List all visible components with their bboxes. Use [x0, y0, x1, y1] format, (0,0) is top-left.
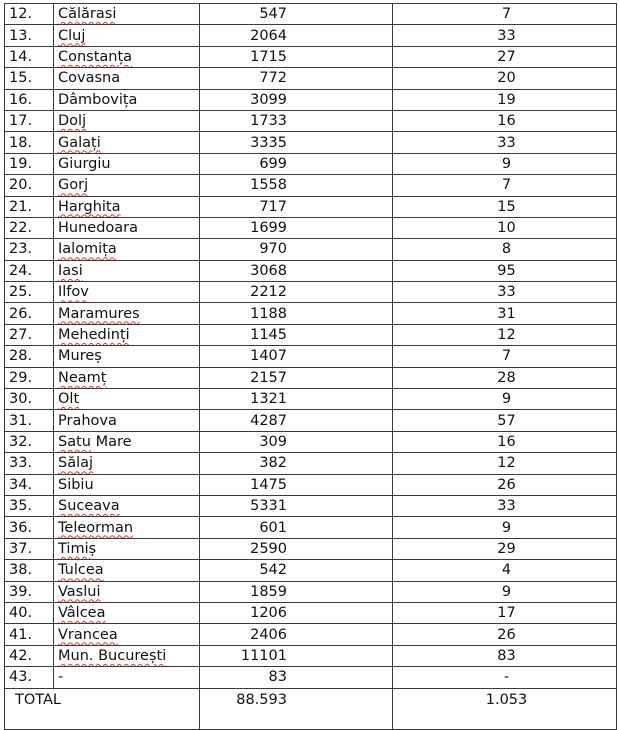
county-name-text: Ialomița	[58, 241, 117, 258]
county-name-cell	[54, 346, 200, 367]
value2-cell: 4	[393, 560, 617, 581]
table-row	[5, 667, 617, 688]
value2-cell: 17	[393, 602, 617, 623]
county-name-cell	[54, 260, 200, 281]
value2-cell: 83	[393, 645, 617, 666]
county-name-cell	[54, 132, 200, 153]
table-row	[5, 538, 617, 559]
total-value2: 1.053	[393, 688, 617, 729]
total-value1: 88.593	[200, 688, 393, 729]
county-name-text: Mureș	[58, 348, 102, 365]
row-number-cell: 43.	[5, 667, 54, 688]
county-name-cell	[54, 538, 200, 559]
value1-cell: 11101	[200, 645, 393, 666]
value1-cell: 2157	[200, 367, 393, 388]
county-name-cell	[54, 624, 200, 645]
row-number-cell: 25.	[5, 282, 54, 303]
value1-cell: 970	[200, 239, 393, 260]
county-name-cell	[54, 196, 200, 217]
value2-cell: 33	[393, 282, 617, 303]
value2-cell: 9	[393, 153, 617, 174]
value2-cell: 16	[393, 110, 617, 131]
county-data-table	[4, 3, 617, 730]
value2-cell: 9	[393, 581, 617, 602]
table-row	[5, 645, 617, 666]
value2-cell: 7	[393, 346, 617, 367]
value2-cell: 10	[393, 217, 617, 238]
value1-cell: 601	[200, 517, 393, 538]
table-row	[5, 495, 617, 516]
county-name-cell	[54, 560, 200, 581]
county-name-text: Maramures	[58, 305, 140, 322]
table-row	[5, 367, 617, 388]
county-name-text: Călărasi	[58, 6, 117, 23]
value1-cell: 1859	[200, 581, 393, 602]
county-name-cell	[54, 68, 200, 89]
county-name-text: Covasna	[58, 70, 121, 87]
value2-cell: 95	[393, 260, 617, 281]
county-name-text: Prahova	[58, 412, 117, 429]
value1-cell: 382	[200, 453, 393, 474]
table-row	[5, 175, 617, 196]
value1-cell: 717	[200, 196, 393, 217]
row-number-cell: 42.	[5, 645, 54, 666]
county-name-cell	[54, 25, 200, 46]
county-name-cell	[54, 4, 200, 25]
row-number-cell: 32.	[5, 431, 54, 452]
county-name-text: Suceava	[58, 498, 120, 515]
county-name-text: Mehedinți	[58, 327, 130, 344]
value1-cell: 547	[200, 4, 393, 25]
county-name-cell	[54, 667, 200, 688]
row-number-cell: 28.	[5, 346, 54, 367]
value2-cell: 57	[393, 410, 617, 431]
county-name-part: Mare	[90, 434, 132, 450]
table-row	[5, 453, 617, 474]
county-name-cell	[54, 645, 200, 666]
county-name-text: Sibiu	[58, 476, 94, 493]
county-name-text: Giurgiu	[58, 155, 111, 172]
county-name-text: Dâmbovița	[58, 91, 138, 108]
row-number-cell: 39.	[5, 581, 54, 602]
value2-cell: 28	[393, 367, 617, 388]
table-row	[5, 217, 617, 238]
county-name-text: Sălaj	[58, 455, 94, 472]
table-row	[5, 474, 617, 495]
value1-cell: 772	[200, 68, 393, 89]
county-name-text: Timiș	[58, 540, 97, 557]
county-name-text: Gorj	[58, 177, 89, 194]
value1-cell: 1558	[200, 175, 393, 196]
county-name-cell	[54, 282, 200, 303]
value1-cell: 699	[200, 153, 393, 174]
county-name-text: Harghita	[58, 198, 121, 215]
county-name-text: Dolj	[58, 113, 87, 130]
row-number-cell: 41.	[5, 624, 54, 645]
row-number-cell: 27.	[5, 324, 54, 345]
table-row	[5, 624, 617, 645]
county-name-cell	[54, 110, 200, 131]
county-name-cell	[54, 89, 200, 110]
table-body	[5, 4, 617, 730]
row-number-cell: 29.	[5, 367, 54, 388]
table-row	[5, 110, 617, 131]
row-number-cell: 15.	[5, 68, 54, 89]
value1-cell: 309	[200, 431, 393, 452]
value1-cell: 1715	[200, 46, 393, 67]
row-number-cell: 16.	[5, 89, 54, 110]
row-number-cell: 37.	[5, 538, 54, 559]
value2-cell: 8	[393, 239, 617, 260]
county-name-cell	[54, 602, 200, 623]
value1-cell: 542	[200, 560, 393, 581]
table-row	[5, 46, 617, 67]
value2-cell: 16	[393, 431, 617, 452]
county-name-text: Teleorman	[58, 519, 134, 536]
table-row	[5, 324, 617, 345]
county-name-cell	[54, 495, 200, 516]
value1-cell: 1206	[200, 602, 393, 623]
value1-cell: 3335	[200, 132, 393, 153]
table-row	[5, 282, 617, 303]
row-number-cell: 31.	[5, 410, 54, 431]
county-name-text: Neamț	[58, 369, 107, 386]
row-number-cell: 38.	[5, 560, 54, 581]
table-row	[5, 260, 617, 281]
value2-cell: 19	[393, 89, 617, 110]
row-number-cell: 23.	[5, 239, 54, 260]
county-name-cell	[54, 367, 200, 388]
row-number-cell: 13.	[5, 25, 54, 46]
table-row	[5, 602, 617, 623]
value2-cell: 9	[393, 517, 617, 538]
row-number-cell: 18.	[5, 132, 54, 153]
value1-cell: 3068	[200, 260, 393, 281]
table-row	[5, 239, 617, 260]
value1-cell: 2590	[200, 538, 393, 559]
county-name-text: Cluj	[58, 27, 86, 44]
value1-cell: 4287	[200, 410, 393, 431]
row-number-cell: 36.	[5, 517, 54, 538]
value2-cell: 12	[393, 453, 617, 474]
table-row	[5, 68, 617, 89]
row-number-cell: 14.	[5, 46, 54, 67]
county-name-part: Satu	[58, 434, 91, 450]
county-name-text: Tulcea	[58, 562, 104, 579]
county-name-cell	[54, 175, 200, 196]
total-row	[5, 688, 617, 729]
county-name-text: Hunedoara	[58, 220, 139, 237]
county-name-cell	[54, 153, 200, 174]
table-row	[5, 581, 617, 602]
county-name-text: Vaslui	[58, 583, 101, 600]
table-row	[5, 132, 617, 153]
table-row	[5, 4, 617, 25]
county-name-cell	[54, 474, 200, 495]
row-number-cell: 30.	[5, 389, 54, 410]
value2-cell: 7	[393, 4, 617, 25]
row-number-cell: 33.	[5, 453, 54, 474]
county-name-text: Constanța	[58, 48, 133, 65]
value1-cell: 1475	[200, 474, 393, 495]
row-number-cell: 24.	[5, 260, 54, 281]
table-row	[5, 431, 617, 452]
value1-cell: 3099	[200, 89, 393, 110]
row-number-cell: 26.	[5, 303, 54, 324]
county-name-cell	[54, 46, 200, 67]
value2-cell: 27	[393, 46, 617, 67]
value2-cell: 33	[393, 132, 617, 153]
table-row	[5, 153, 617, 174]
value2-cell: 9	[393, 389, 617, 410]
row-number-cell: 12.	[5, 4, 54, 25]
value1-cell: 2406	[200, 624, 393, 645]
county-name-cell	[54, 431, 200, 452]
table-row	[5, 410, 617, 431]
county-name-cell	[54, 453, 200, 474]
value1-cell: 83	[200, 667, 393, 688]
county-name-cell	[54, 517, 200, 538]
table-row	[5, 517, 617, 538]
row-number-cell: 35.	[5, 495, 54, 516]
county-name-text: Mun. București	[58, 647, 167, 664]
value2-cell: 31	[393, 303, 617, 324]
row-number-cell: 20.	[5, 175, 54, 196]
county-name-text: Vrancea	[58, 626, 118, 643]
value1-cell: 1733	[200, 110, 393, 131]
county-name-cell	[54, 581, 200, 602]
value2-cell: 26	[393, 624, 617, 645]
value2-cell: 15	[393, 196, 617, 217]
value2-cell: 29	[393, 538, 617, 559]
row-number-cell: 22.	[5, 217, 54, 238]
value2-cell: 33	[393, 495, 617, 516]
value1-cell: 1699	[200, 217, 393, 238]
county-name-cell	[54, 239, 200, 260]
row-number-cell: 21.	[5, 196, 54, 217]
county-name-cell	[54, 324, 200, 345]
value2-cell: 20	[393, 68, 617, 89]
row-number-cell: 17.	[5, 110, 54, 131]
value2-cell: 33	[393, 25, 617, 46]
county-name-text: Iasi	[58, 262, 83, 279]
table-row	[5, 303, 617, 324]
table-row	[5, 560, 617, 581]
county-name-text: Galați	[58, 134, 101, 151]
county-name-cell	[54, 303, 200, 324]
county-name-text: Olt	[58, 391, 80, 408]
table-row	[5, 346, 617, 367]
county-name-text: -	[58, 669, 64, 686]
row-number-cell: 40.	[5, 602, 54, 623]
table-row	[5, 25, 617, 46]
value2-cell: 26	[393, 474, 617, 495]
total-label: TOTAL	[5, 688, 200, 729]
value2-cell: -	[393, 667, 617, 688]
value1-cell: 5331	[200, 495, 393, 516]
value1-cell: 2212	[200, 282, 393, 303]
value2-cell: 7	[393, 175, 617, 196]
value1-cell: 1321	[200, 389, 393, 410]
value1-cell: 2064	[200, 25, 393, 46]
row-number-cell: 19.	[5, 153, 54, 174]
value2-cell: 12	[393, 324, 617, 345]
table-row	[5, 389, 617, 410]
county-name-cell	[54, 217, 200, 238]
county-name-text: Ilfov	[58, 284, 89, 301]
county-name-cell	[54, 389, 200, 410]
table-row	[5, 89, 617, 110]
value1-cell: 1407	[200, 346, 393, 367]
table-row	[5, 196, 617, 217]
value1-cell: 1188	[200, 303, 393, 324]
row-number-cell: 34.	[5, 474, 54, 495]
county-name-cell	[54, 410, 200, 431]
value1-cell: 1145	[200, 324, 393, 345]
county-name-text: Vâlcea	[58, 605, 106, 622]
